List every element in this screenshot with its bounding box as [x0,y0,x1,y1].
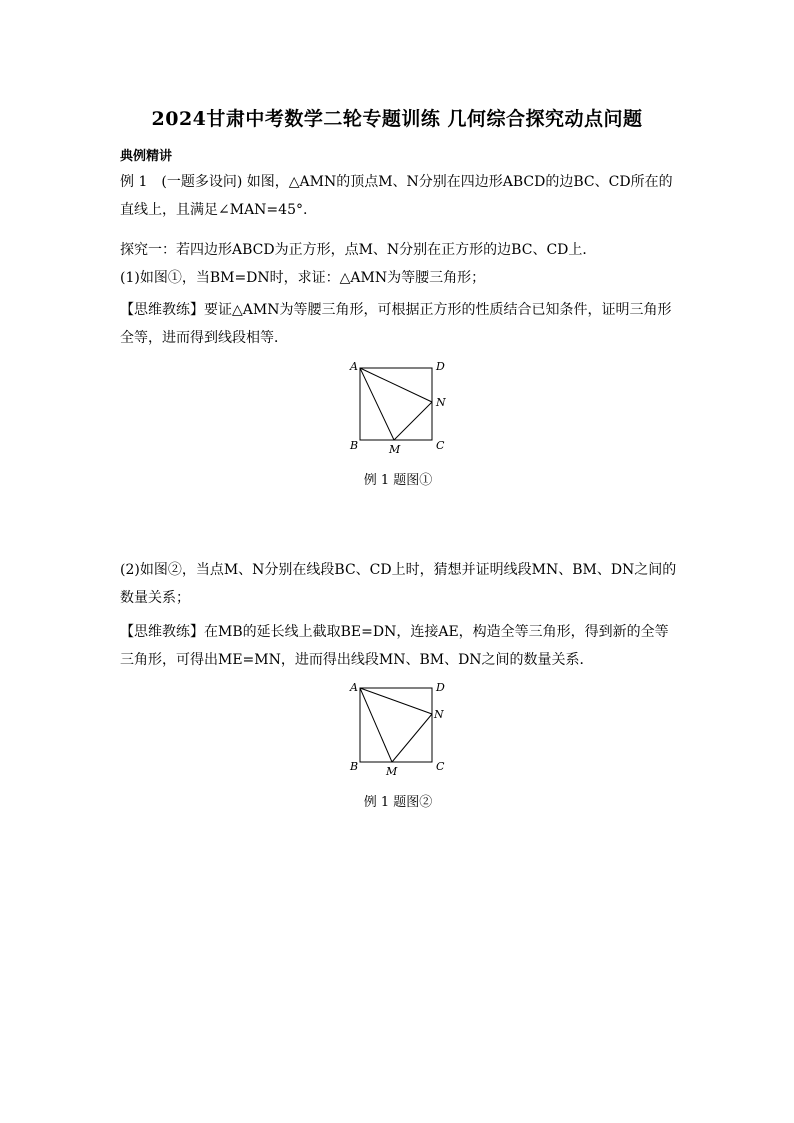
label-a: A [350,360,358,373]
question-1: (1)如图①，当BM=DN时，求证：△AMN为等腰三角形； [120,270,486,286]
label-a: A [350,681,358,694]
figure-1-caption: 例 1 题图① [363,473,433,488]
question-2: (2)如图②，当点M、N分别在线段BC、CD上时，猜想并证明线段MN、BM、DN之间的数量关系； [120,562,677,606]
section-heading: 典例精讲 [120,149,173,164]
coach-2: 【思维教练】在MB的延长线上截取BE=DN，连接AE，构造全等三角形，得到新的全等三角形，可得出ME=MN，进而得出线段MN、BM、DN之间的数量关系． [120,624,669,668]
figure-2-caption: 例 1 题图② [363,795,433,810]
label-n: N [436,396,446,409]
label-m: M [389,443,401,456]
segment-an [360,368,432,402]
segment-mn [392,714,432,762]
square-abcd [360,368,432,440]
label-c: C [436,439,445,452]
segment-am [360,688,392,762]
example-intro: 例 1 (一题多设问) 如图，△AMN的顶点M、N分别在四边形ABCD的边BC、CD所在的直线上，且满足∠MAN=45°. [120,174,673,218]
segment-an [360,688,432,714]
square-abcd [360,688,432,762]
label-c: C [436,760,445,773]
segment-am [360,368,394,440]
figure-2-diagram [338,678,458,778]
segment-mn [394,402,432,440]
figure-1-diagram [338,356,458,456]
coach-1: 【思维教练】要证△AMN为等腰三角形，可根据正方形的性质结合已知条件，证明三角形全等，进而得到线段相等． [120,302,672,346]
label-d: D [436,360,445,373]
label-b: B [350,760,359,773]
label-n: N [434,708,444,721]
explore-one: 探究一：若四边形ABCD为正方形，点M、N分别在正方形的边BC、CD上． [120,242,597,258]
label-m: M [386,765,398,778]
label-b: B [350,439,359,452]
page-title: 2024甘肃中考数学二轮专题训练 几何综合探究动点问题 [151,108,643,130]
label-d: D [436,681,445,694]
